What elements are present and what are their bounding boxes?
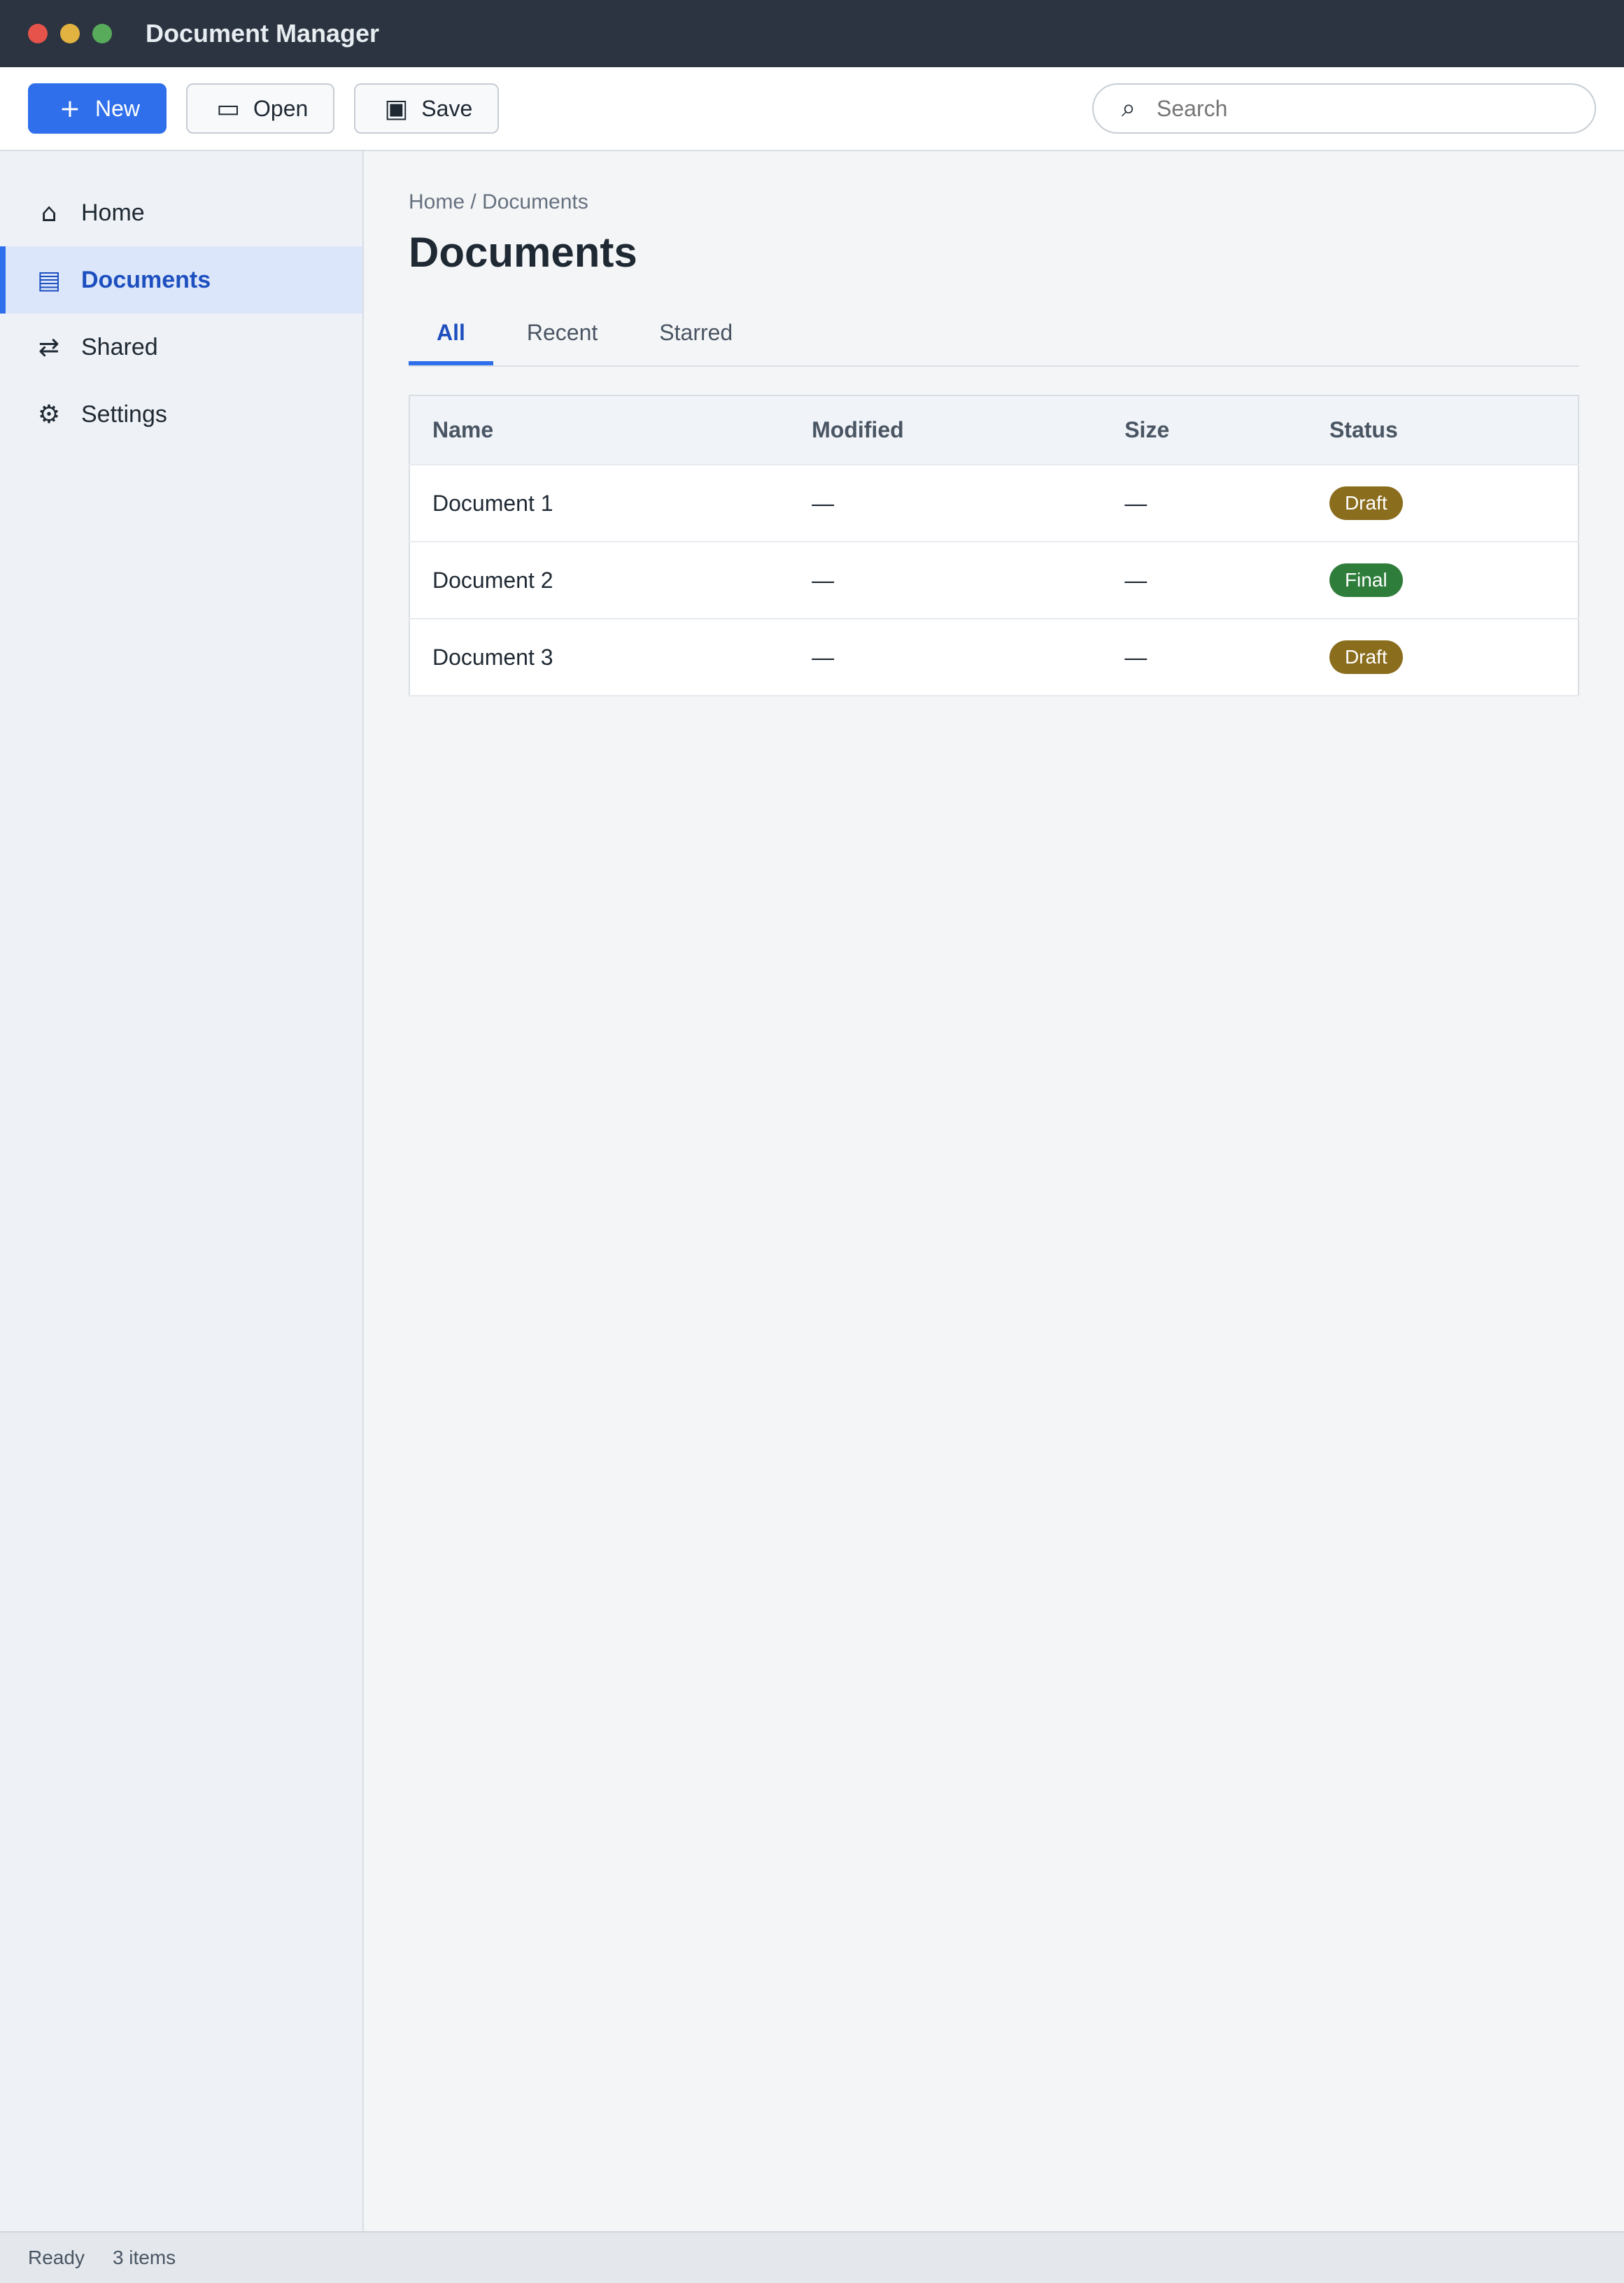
share-icon: ⇄ — [38, 332, 60, 362]
column-header-name[interactable]: Name — [409, 395, 789, 465]
gear-icon: ⚙ — [37, 400, 61, 429]
sidebar-item-shared[interactable] — [0, 314, 362, 381]
cell-modified: — — [789, 542, 1102, 619]
cell-modified: — — [789, 465, 1102, 542]
save-button-label: Save — [421, 95, 473, 121]
table-row[interactable] — [409, 465, 1579, 542]
cell-name: Document 3 — [409, 619, 789, 696]
status-badge: Draft — [1329, 640, 1403, 674]
document-icon: ▤ — [36, 265, 61, 295]
sidebar-item-label: Shared — [81, 333, 158, 360]
cell-size: — — [1102, 465, 1307, 542]
main-panel — [364, 151, 1624, 2231]
column-header-status[interactable]: Status — [1307, 395, 1579, 465]
cell-status — [1307, 465, 1579, 542]
new-button[interactable] — [28, 83, 167, 134]
status-badge: Final — [1329, 563, 1403, 597]
item-count: 3 items — [112, 2247, 176, 2268]
sidebar-item-label: Home — [81, 199, 145, 226]
open-button-label: Open — [253, 95, 309, 121]
sidebar-item-documents[interactable] — [0, 246, 362, 314]
cell-modified: — — [789, 619, 1102, 696]
content-area — [0, 151, 1624, 2231]
open-button[interactable] — [186, 83, 334, 134]
search-icon: ⌕ — [1121, 94, 1136, 122]
cell-name: Document 1 — [409, 465, 789, 542]
table-header-row — [409, 395, 1579, 465]
table-row[interactable] — [409, 542, 1579, 619]
cell-status — [1307, 619, 1579, 696]
tab-starred[interactable]: Starred — [659, 320, 733, 345]
documents-table — [409, 395, 1579, 696]
maximize-window-button[interactable] — [92, 24, 112, 43]
sidebar-item-label: Documents — [81, 266, 211, 293]
table-row[interactable] — [409, 619, 1579, 696]
sidebar — [0, 151, 364, 2231]
search-input[interactable] — [1155, 95, 1575, 122]
app-title: Document Manager — [146, 19, 380, 48]
breadcrumb[interactable]: Home / Documents — [409, 190, 588, 213]
minimize-window-button[interactable] — [60, 24, 80, 43]
new-button-label: New — [95, 95, 141, 121]
search-box — [1092, 83, 1596, 134]
plus-icon: + — [59, 94, 81, 123]
page-title: Documents — [409, 229, 637, 276]
title-bar — [0, 0, 1624, 67]
close-window-button[interactable] — [28, 24, 48, 43]
save-icon: ▣ — [384, 94, 409, 123]
window-controls — [28, 24, 112, 43]
status-text: Ready — [28, 2247, 85, 2268]
save-button[interactable] — [354, 83, 499, 134]
home-icon: ⌂ — [41, 198, 57, 227]
cell-name: Document 2 — [409, 542, 789, 619]
sidebar-item-label: Settings — [81, 400, 167, 428]
toolbar — [0, 67, 1624, 151]
tab-all[interactable]: All — [409, 304, 493, 365]
sidebar-item-settings[interactable] — [0, 381, 362, 448]
tab-recent[interactable]: Recent — [526, 320, 598, 345]
cell-status — [1307, 542, 1579, 619]
column-header-modified[interactable]: Modified — [789, 395, 1102, 465]
cell-size: — — [1102, 619, 1307, 696]
column-header-size[interactable]: Size — [1102, 395, 1307, 465]
tab-bar — [409, 304, 1579, 367]
folder-icon: ▭ — [216, 94, 241, 123]
cell-size: — — [1102, 542, 1307, 619]
status-bar — [0, 2231, 1624, 2283]
status-badge: Draft — [1329, 486, 1403, 520]
sidebar-item-home[interactable] — [0, 179, 362, 246]
